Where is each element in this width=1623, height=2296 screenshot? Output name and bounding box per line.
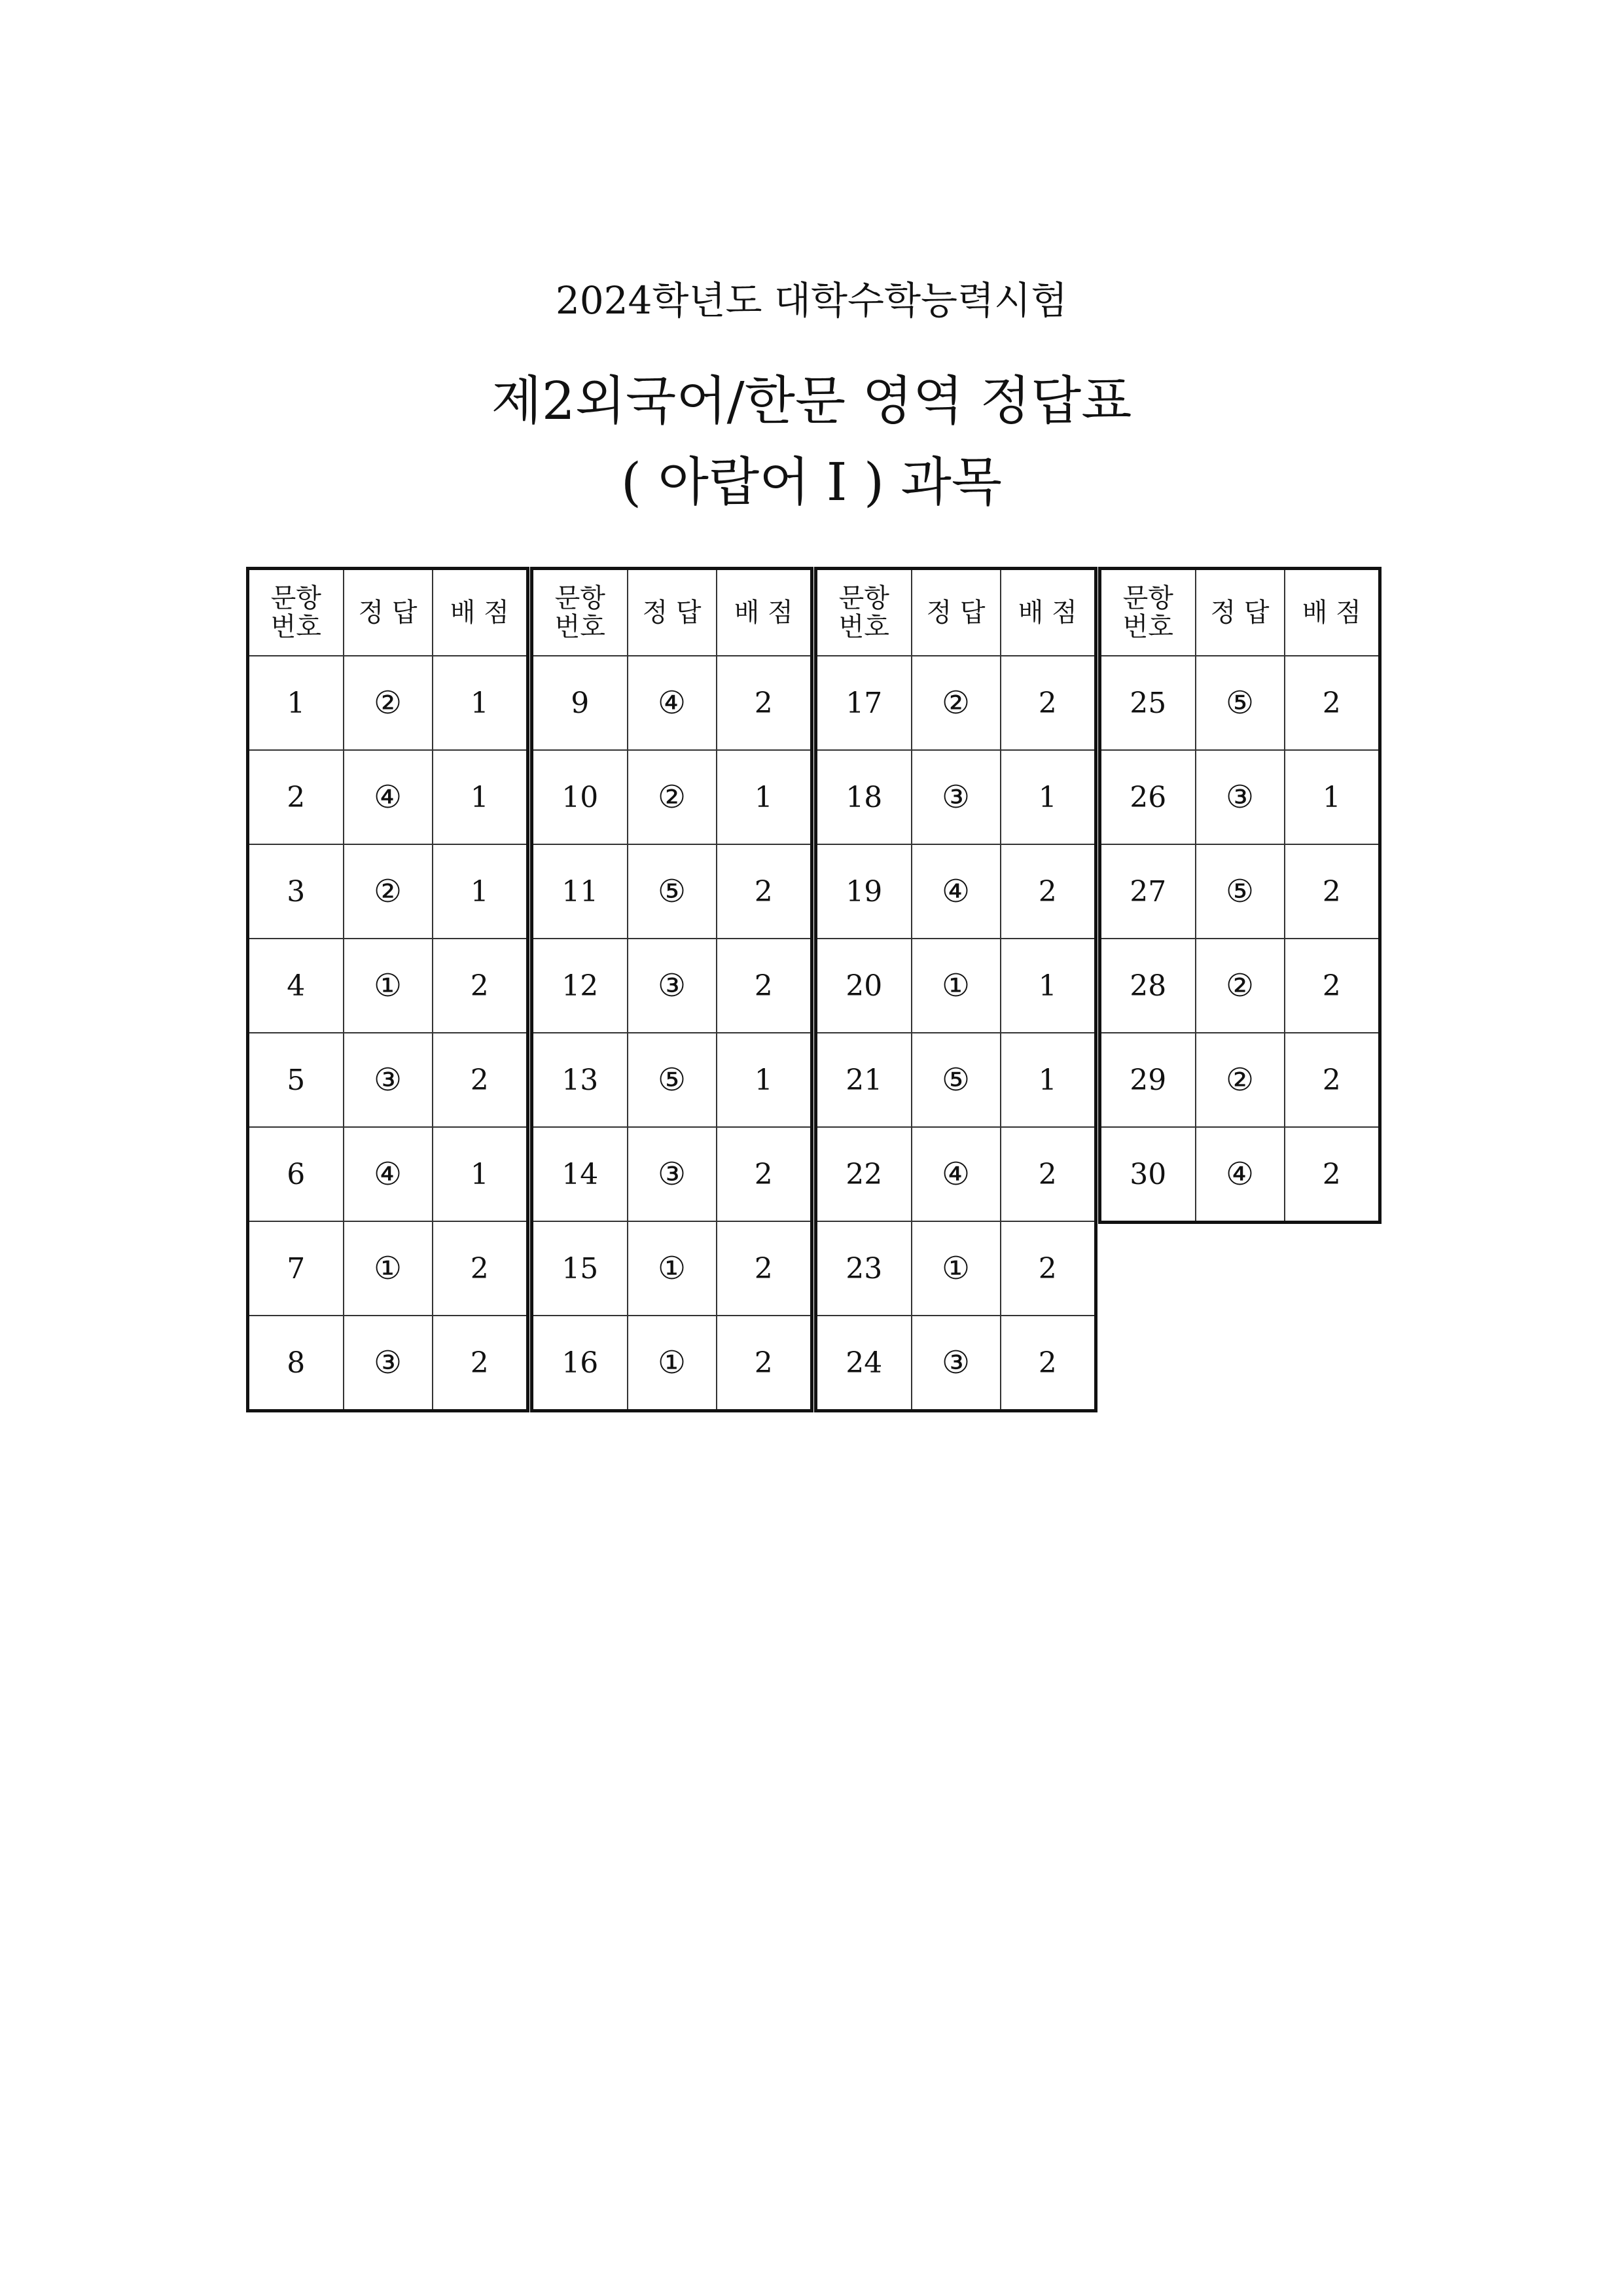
answer-table-1 bbox=[246, 567, 529, 1412]
question-number-header-line2: 번호 bbox=[1122, 612, 1173, 642]
points-value: 2 bbox=[1001, 844, 1096, 939]
correct-answer: ② bbox=[1196, 939, 1285, 1033]
header-row bbox=[248, 569, 528, 656]
question-number: 1 bbox=[248, 656, 344, 750]
correct-answer: ⑤ bbox=[628, 844, 717, 939]
exam-title: 2024학년도 대학수학능력시험 bbox=[555, 278, 1068, 323]
points-value: 1 bbox=[1001, 939, 1096, 1033]
points-value: 2 bbox=[717, 1221, 812, 1316]
points-value: 1 bbox=[433, 750, 528, 844]
correct-answer: ② bbox=[628, 750, 717, 844]
header-row bbox=[816, 569, 1096, 656]
points-value: 2 bbox=[433, 939, 528, 1033]
points-value: 1 bbox=[717, 750, 812, 844]
question-number: 15 bbox=[532, 1221, 628, 1316]
question-number: 4 bbox=[248, 939, 344, 1033]
table-row bbox=[532, 656, 812, 750]
points-value: 2 bbox=[717, 1316, 812, 1411]
correct-answer: ① bbox=[912, 1221, 1001, 1316]
points-value: 2 bbox=[433, 1033, 528, 1127]
table-row bbox=[816, 1221, 1096, 1316]
correct-answer: ② bbox=[344, 844, 433, 939]
correct-answer: ① bbox=[628, 1316, 717, 1411]
answer-table-2 bbox=[530, 567, 813, 1412]
answer-table-3 bbox=[814, 567, 1097, 1412]
points-value: 2 bbox=[1285, 939, 1380, 1033]
points-value: 2 bbox=[717, 844, 812, 939]
points-value: 2 bbox=[717, 939, 812, 1033]
question-number: 16 bbox=[532, 1316, 628, 1411]
points-value: 2 bbox=[1285, 1127, 1380, 1223]
table-row bbox=[532, 939, 812, 1033]
correct-answer: ③ bbox=[628, 939, 717, 1033]
question-number: 25 bbox=[1100, 656, 1196, 750]
question-number: 29 bbox=[1100, 1033, 1196, 1127]
points-value: 2 bbox=[717, 656, 812, 750]
points-value: 2 bbox=[1001, 656, 1096, 750]
points-value: 2 bbox=[1001, 1316, 1096, 1411]
points-value: 2 bbox=[1001, 1221, 1096, 1316]
answer-header: 정 답 bbox=[912, 569, 1001, 656]
correct-answer: ③ bbox=[344, 1316, 433, 1411]
question-number-header bbox=[1100, 569, 1196, 656]
correct-answer: ⑤ bbox=[1196, 656, 1285, 750]
answer-table-4 bbox=[1098, 567, 1382, 1224]
question-number: 22 bbox=[816, 1127, 912, 1221]
question-number: 6 bbox=[248, 1127, 344, 1221]
table-row bbox=[1100, 656, 1380, 750]
question-number-header-line1: 문항 bbox=[270, 583, 321, 613]
table-row bbox=[532, 844, 812, 939]
question-number: 11 bbox=[532, 844, 628, 939]
correct-answer: ③ bbox=[912, 1316, 1001, 1411]
correct-answer: ② bbox=[344, 656, 433, 750]
correct-answer: ③ bbox=[1196, 750, 1285, 844]
question-number: 21 bbox=[816, 1033, 912, 1127]
question-number: 2 bbox=[248, 750, 344, 844]
table-row bbox=[248, 656, 528, 750]
question-number: 19 bbox=[816, 844, 912, 939]
correct-answer: ③ bbox=[628, 1127, 717, 1221]
table-row bbox=[816, 844, 1096, 939]
points-value: 1 bbox=[1285, 750, 1380, 844]
table-row bbox=[1100, 844, 1380, 939]
points-header: 배 점 bbox=[1001, 569, 1096, 656]
question-number: 9 bbox=[532, 656, 628, 750]
question-number: 20 bbox=[816, 939, 912, 1033]
question-number: 8 bbox=[248, 1316, 344, 1411]
correct-answer: ⑤ bbox=[912, 1033, 1001, 1127]
question-number: 23 bbox=[816, 1221, 912, 1316]
header-row bbox=[1100, 569, 1380, 656]
points-value: 2 bbox=[433, 1316, 528, 1411]
question-number: 27 bbox=[1100, 844, 1196, 939]
points-value: 2 bbox=[1285, 844, 1380, 939]
points-value: 1 bbox=[433, 656, 528, 750]
question-number: 17 bbox=[816, 656, 912, 750]
table-row bbox=[1100, 750, 1380, 844]
question-number: 5 bbox=[248, 1033, 344, 1127]
question-number-header bbox=[816, 569, 912, 656]
points-header: 배 점 bbox=[433, 569, 528, 656]
correct-answer: ④ bbox=[912, 844, 1001, 939]
correct-answer: ① bbox=[344, 939, 433, 1033]
correct-answer: ③ bbox=[912, 750, 1001, 844]
header-row bbox=[532, 569, 812, 656]
table-row bbox=[532, 1221, 812, 1316]
question-number-header-line1: 문항 bbox=[838, 583, 889, 613]
table-row bbox=[248, 1316, 528, 1411]
question-number-header bbox=[532, 569, 628, 656]
correct-answer: ② bbox=[912, 656, 1001, 750]
table-row bbox=[532, 1127, 812, 1221]
table-row bbox=[816, 656, 1096, 750]
table-row bbox=[248, 750, 528, 844]
question-number: 30 bbox=[1100, 1127, 1196, 1223]
table-row bbox=[816, 1316, 1096, 1411]
section-title: 제2외국어/한문 영역 정답표 bbox=[491, 370, 1132, 431]
correct-answer: ③ bbox=[344, 1033, 433, 1127]
table-row bbox=[532, 1033, 812, 1127]
table-row bbox=[532, 1316, 812, 1411]
table-row bbox=[816, 1127, 1096, 1221]
question-number-header-line2: 번호 bbox=[554, 612, 605, 642]
question-number: 10 bbox=[532, 750, 628, 844]
question-number: 18 bbox=[816, 750, 912, 844]
correct-answer: ② bbox=[1196, 1033, 1285, 1127]
table-row bbox=[1100, 1127, 1380, 1223]
table-row bbox=[816, 1033, 1096, 1127]
points-value: 1 bbox=[433, 1127, 528, 1221]
points-header: 배 점 bbox=[717, 569, 812, 656]
table-row bbox=[248, 844, 528, 939]
points-value: 1 bbox=[433, 844, 528, 939]
correct-answer: ① bbox=[912, 939, 1001, 1033]
correct-answer: ⑤ bbox=[628, 1033, 717, 1127]
question-number: 24 bbox=[816, 1316, 912, 1411]
table-row bbox=[248, 1033, 528, 1127]
table-row bbox=[248, 1127, 528, 1221]
table-row bbox=[1100, 939, 1380, 1033]
table-row bbox=[248, 1221, 528, 1316]
answer-header: 정 답 bbox=[344, 569, 433, 656]
correct-answer: ④ bbox=[344, 750, 433, 844]
points-value: 2 bbox=[433, 1221, 528, 1316]
subject-title: ( 아랍어 Ⅰ ) 과목 bbox=[620, 452, 1003, 512]
points-value: 1 bbox=[717, 1033, 812, 1127]
table-row bbox=[816, 939, 1096, 1033]
question-number: 7 bbox=[248, 1221, 344, 1316]
answer-header: 정 답 bbox=[1196, 569, 1285, 656]
correct-answer: ① bbox=[628, 1221, 717, 1316]
points-value: 1 bbox=[1001, 1033, 1096, 1127]
table-row bbox=[532, 750, 812, 844]
correct-answer: ④ bbox=[628, 656, 717, 750]
points-value: 2 bbox=[1285, 1033, 1380, 1127]
question-number: 28 bbox=[1100, 939, 1196, 1033]
question-number: 3 bbox=[248, 844, 344, 939]
table-row bbox=[1100, 1033, 1380, 1127]
correct-answer: ④ bbox=[344, 1127, 433, 1221]
question-number-header-line2: 번호 bbox=[838, 612, 889, 642]
question-number: 26 bbox=[1100, 750, 1196, 844]
question-number-header-line2: 번호 bbox=[270, 612, 321, 642]
points-value: 2 bbox=[717, 1127, 812, 1221]
question-number: 13 bbox=[532, 1033, 628, 1127]
question-number: 12 bbox=[532, 939, 628, 1033]
points-value: 2 bbox=[1001, 1127, 1096, 1221]
question-number-header-line1: 문항 bbox=[554, 583, 605, 613]
correct-answer: ④ bbox=[1196, 1127, 1285, 1223]
points-header: 배 점 bbox=[1285, 569, 1380, 656]
question-number-header bbox=[248, 569, 344, 656]
table-row bbox=[816, 750, 1096, 844]
answer-header: 정 답 bbox=[628, 569, 717, 656]
points-value: 1 bbox=[1001, 750, 1096, 844]
correct-answer: ④ bbox=[912, 1127, 1001, 1221]
points-value: 2 bbox=[1285, 656, 1380, 750]
correct-answer: ⑤ bbox=[1196, 844, 1285, 939]
correct-answer: ① bbox=[344, 1221, 433, 1316]
question-number: 14 bbox=[532, 1127, 628, 1221]
table-row bbox=[248, 939, 528, 1033]
question-number-header-line1: 문항 bbox=[1122, 583, 1173, 613]
